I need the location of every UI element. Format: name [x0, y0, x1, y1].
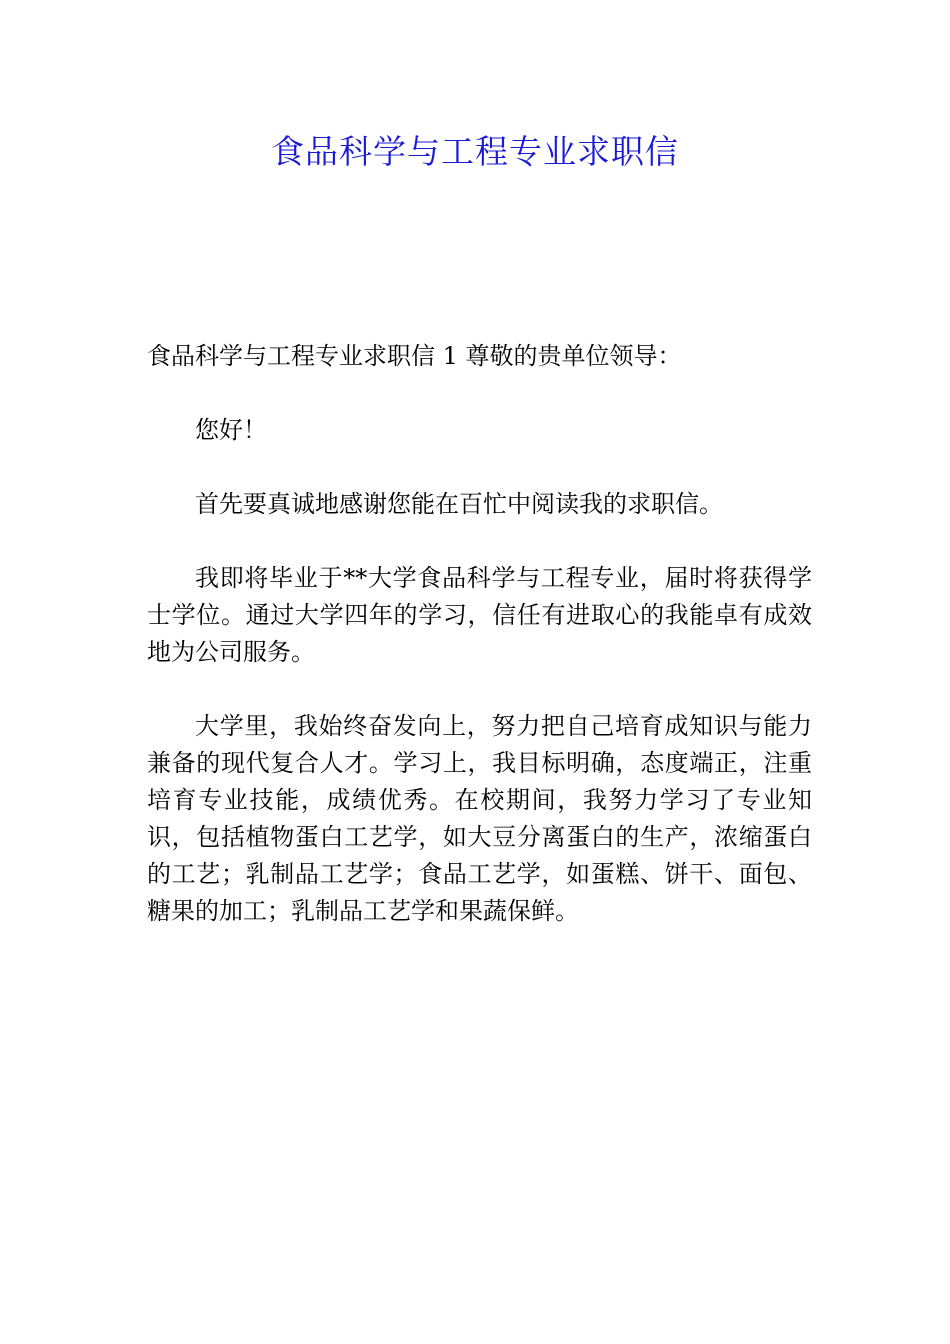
document-body: [147, 338, 812, 967]
study-paragraph: 大学里，我始终奋发向上，努力把自己培育成知识与能力兼备的现代复合人才。学习上，我目标明确，态度端正，注重培育专业技能，成绩优秀。在校期间，我努力学习了专业知识，包括植物蛋白工艺学，如大豆分离蛋白的生产，浓缩蛋白的工艺；乳制品工艺学；食品工艺学，如蛋糕、饼干、面包、糖果的加工；乳制品工艺学和果蔬保鲜。: [147, 712, 812, 925]
thanks-paragraph: 首先要真诚地感谢您能在百忙中阅读我的求职信。: [195, 490, 723, 518]
greeting-paragraph: 您好！: [195, 416, 267, 444]
graduation-paragraph: 我即将毕业于**大学食品科学与工程专业，届时将获得学士学位。通过大学四年的学习，信任有进取心的我能卓有成效地为公司服务。: [147, 564, 812, 666]
salutation-paragraph: 食品科学与工程专业求职信 1 尊敬的贵单位领导：: [147, 342, 682, 370]
document-title: 食品科学与工程专业求职信: [271, 132, 679, 171]
